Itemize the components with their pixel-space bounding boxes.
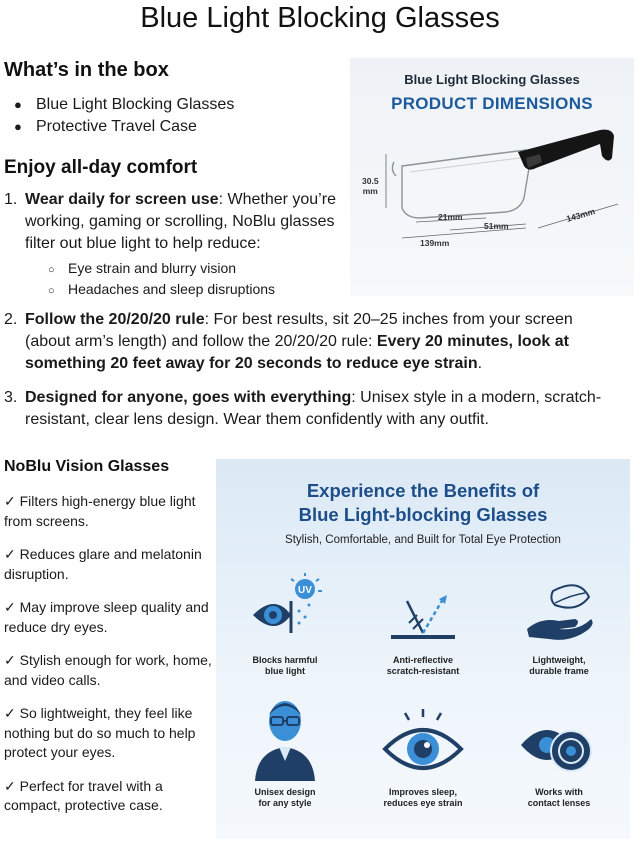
noblu-list <box>4 492 214 830</box>
benefit-caption: Works with contact lenses <box>527 787 591 808</box>
benefit-caption: Lightweight, durable frame <box>529 655 589 676</box>
uv-label: UV <box>298 585 312 596</box>
comfort-item-2: 2. Follow the 20/20/20 rule: For best results, sit 20–25 inches from your screen (about arm’s length) and follow the 20/20/20 rule: Every 20 minutes, look at something 20 feet away for 20 seconds to reduce eye strain. <box>4 311 573 372</box>
comfort-item-1: 1. Wear daily for screen use: Whether you’re working, gaming or scrolling, NoBlu glasses filter out blue light to help reduce: <box>4 191 336 252</box>
temple-label: 143mm <box>565 206 597 224</box>
benefit-caption: Anti-reflective scratch-resistant <box>386 655 460 676</box>
list-item: ✓ May improve sleep quality and reduce dry eyes. <box>4 599 209 635</box>
height-label: 30.5 mm <box>362 176 379 196</box>
list-item: ✓ So lightweight, they feel like nothing but do so much to help protect your eyes. <box>4 705 196 760</box>
lens-width-label: 21mm <box>438 212 463 222</box>
box-heading: What’s in the box <box>4 59 169 81</box>
noblu-heading: NoBlu Vision Glasses <box>4 458 170 475</box>
benefits-title: Experience the Benefits of Blue Light-blocking Glasses <box>298 480 548 525</box>
benefits-subtitle: Stylish, Comfortable, and Built for Total Eye Protection <box>285 534 561 546</box>
list-item: ○ Headaches and sleep disruptions <box>48 280 275 301</box>
bridge-label: 51mm <box>484 221 509 231</box>
hand-feather-icon <box>519 571 599 651</box>
total-width-label: 139mm <box>420 238 450 248</box>
dimensions-subtitle: PRODUCT DIMENSIONS <box>391 94 593 113</box>
list-item: ✓ Reduces glare and melatonin disruption. <box>4 546 202 582</box>
person-glasses-icon <box>245 695 325 783</box>
benefit-caption: Improves sleep, reduces eye strain <box>383 787 463 808</box>
comfort-item-3: 3. Designed for anyone, goes with everything: Unisex style in a modern, scratch- resistant, clear lens design. Wear them confidently with any outfit. <box>4 389 602 428</box>
benefit-caption: Blocks harmful blue light <box>252 655 318 676</box>
benefit-unisex <box>220 695 350 809</box>
box-list <box>14 94 234 138</box>
benefit-caption: Unisex design for any style <box>254 787 316 808</box>
benefit-contacts <box>494 705 624 809</box>
benefit-anti-reflective <box>358 571 488 677</box>
list-item: ● Protective Travel Case <box>14 116 234 138</box>
benefits-panel <box>216 459 630 839</box>
eye-uv-shield-icon <box>245 571 325 651</box>
product-dimensions-panel <box>350 58 634 296</box>
benefit-blue-light <box>220 571 350 677</box>
comfort-heading: Enjoy all-day comfort <box>4 157 198 178</box>
benefit-lightweight <box>494 571 624 677</box>
anti-reflective-icon <box>383 571 463 651</box>
list-item: ○ Eye strain and blurry vision <box>48 259 275 280</box>
list-item: ✓ Stylish enough for work, home, and video calls. <box>4 652 212 688</box>
list-item: ✓ Filters high-energy blue light from screens. <box>4 493 196 529</box>
comfort-sub-list <box>48 259 275 301</box>
contact-lens-icon <box>517 705 601 783</box>
benefit-sleep <box>358 705 488 809</box>
page-title: Blue Light Blocking Glasses <box>140 2 500 34</box>
eye-icon <box>381 705 465 783</box>
list-item: ● Blue Light Blocking Glasses <box>14 94 234 116</box>
list-item: ✓ Perfect for travel with a compact, protective case. <box>4 777 163 813</box>
dimensions-title: Blue Light Blocking Glasses <box>404 72 580 87</box>
